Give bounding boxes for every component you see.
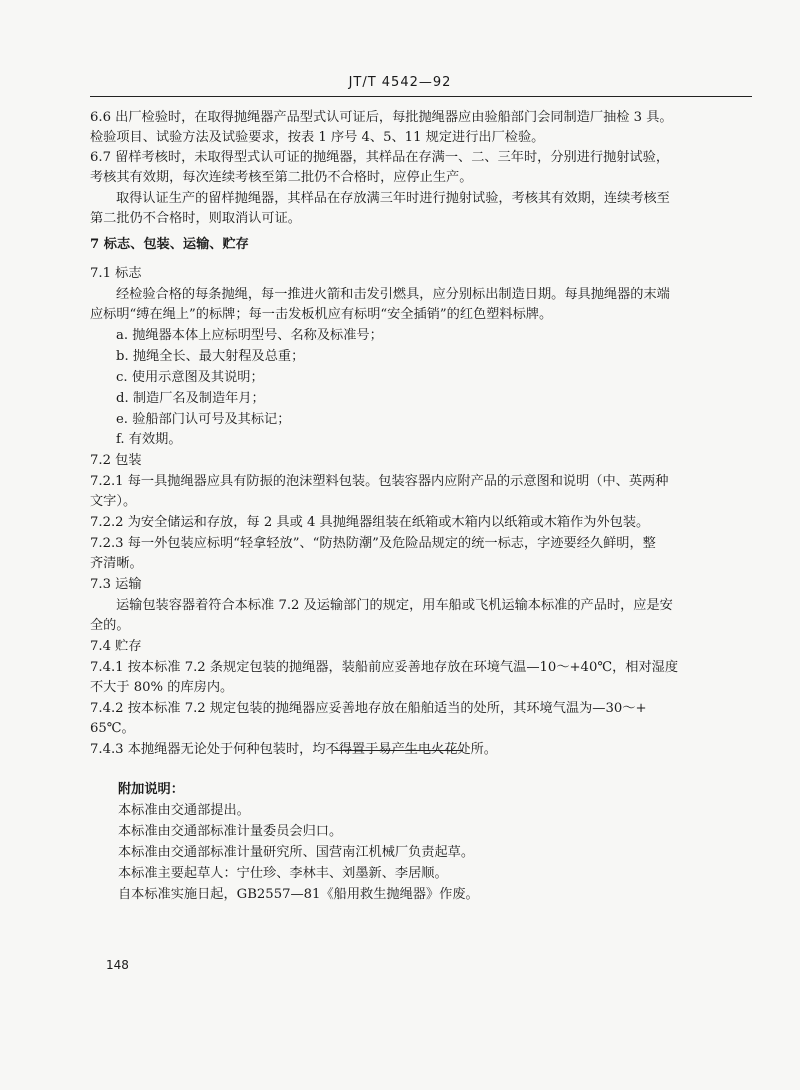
- clause-7-4-1-line-2: 不大于 80% 的库房内。: [90, 680, 234, 695]
- clause-7-4-3-line-1: 7.4.3 本抛绳器无论处于何种包装时，均不得置于易产生电火花处所。: [90, 742, 497, 757]
- clause-6-7-line-2: 考核其有效期，每次连续考核至第二批仍不合格时，应停止生产。: [90, 170, 473, 185]
- header-rule: [90, 96, 752, 97]
- clause-6-7-para2-line-2: 第二批仍不合格时，则取消认可证。: [90, 211, 301, 226]
- notes-line-5: 自本标准实施日起，GB2557—81《船用救生抛绳器》作废。: [118, 887, 479, 902]
- list-item-f: f. 有效期。: [116, 432, 182, 447]
- clause-7-1-line-2: 应标明“缚在绳上”的标牌；每一击发板机应有标明“安全插销”的红色塑料标牌。: [90, 307, 553, 322]
- list-item-e: e. 验船部门认可号及其标记；: [116, 412, 291, 427]
- clause-6-7-para2-line-1: 取得认证生产的留样抛绳器，其样品在存放满三年时进行抛射试验，考核其有效期，连续考核至: [116, 191, 670, 206]
- clause-7-4-1-line-1: 7.4.1 按本标准 7.2 条规定包装的抛绳器，装船前应妥善地存放在环境气温—10～+40℃，相对湿度: [90, 660, 679, 675]
- clause-7-4-2-line-2: 65℃。: [90, 721, 135, 736]
- notes-line-2: 本标准由交通部标准计量委员会归口。: [118, 824, 343, 839]
- notes-title: 附加说明：: [118, 782, 184, 797]
- section-7-heading: 7 标志、包装、运输、贮存: [90, 237, 249, 252]
- section-separator-rule: [333, 750, 463, 751]
- section-7-1-heading: 7.1 标志: [90, 266, 142, 281]
- list-item-c: c. 使用示意图及其说明；: [116, 370, 264, 385]
- clause-6-6-line-2: 检验项目、试验方法及试验要求，按表 1 序号 4、5、11 规定进行出厂检验。: [90, 130, 545, 145]
- clause-6-6-line-1: 6.6 出厂检验时，在取得抛绳器产品型式认可证后，每批抛绳器应由验船部门会同制造厂抽检 3 具。: [90, 110, 673, 125]
- clause-7-3-line-1: 运输包装容器着符合本标准 7.2 及运输部门的规定，用车船或飞机运输本标准的产品时，应是安: [116, 598, 673, 613]
- clause-7-2-3-line-2: 齐清晰。: [90, 556, 143, 571]
- clause-7-2-2-line-1: 7.2.2 为安全储运和存放，每 2 具或 4 具抛绳器组装在纸箱或木箱内以纸箱或木箱作为外包装。: [90, 515, 650, 530]
- list-item-a: a. 抛绳器本体上应标明型号、名称及标准号；: [116, 328, 383, 343]
- section-7-4-heading: 7.4 贮存: [90, 639, 142, 654]
- clause-7-1-line-1: 经检验合格的每条抛绳，每一推进火箭和击发引燃具，应分别标出制造日期。每具抛绳器的末端: [116, 287, 670, 302]
- list-item-d: d. 制造厂名及制造年月；: [116, 391, 265, 406]
- section-7-2-heading: 7.2 包装: [90, 453, 142, 468]
- clause-7-2-3-line-1: 7.2.3 每一外包装应标明“轻拿轻放”、“防热防潮”及危险品规定的统一标志，字迹要经久鲜明，整: [90, 536, 656, 551]
- notes-line-4: 本标准主要起草人：宁仕珍、李林丰、刘墨新、李居顺。: [118, 866, 448, 881]
- section-7-3-heading: 7.3 运输: [90, 577, 142, 592]
- clause-6-7-line-1: 6.7 留样考核时，未取得型式认可证的抛绳器，其样品在存满一、二、三年时，分别进行抛射试验，: [90, 150, 670, 165]
- notes-line-1: 本标准由交通部提出。: [118, 803, 250, 818]
- standard-code-header: JT/T 4542—92: [348, 75, 452, 90]
- list-item-b: b. 抛绳全长、最大射程及总重；: [116, 349, 305, 364]
- clause-7-4-2-line-1: 7.4.2 按本标准 7.2 规定包装的抛绳器应妥善地存放在船舶适当的处所，其环境气温为—30～+: [90, 701, 647, 716]
- clause-7-2-1-line-1: 7.2.1 每一具抛绳器应具有防振的泡沫塑料包装。包装容器内应附产品的示意图和说明（中、英两种: [90, 474, 669, 489]
- clause-7-2-1-line-2: 文字）。: [90, 494, 137, 509]
- clause-7-3-line-2: 全的。: [90, 618, 130, 633]
- page-number: 148: [106, 958, 129, 972]
- notes-line-3: 本标准由交通部标准计量研究所、国营南江机械厂负责起草。: [118, 845, 475, 860]
